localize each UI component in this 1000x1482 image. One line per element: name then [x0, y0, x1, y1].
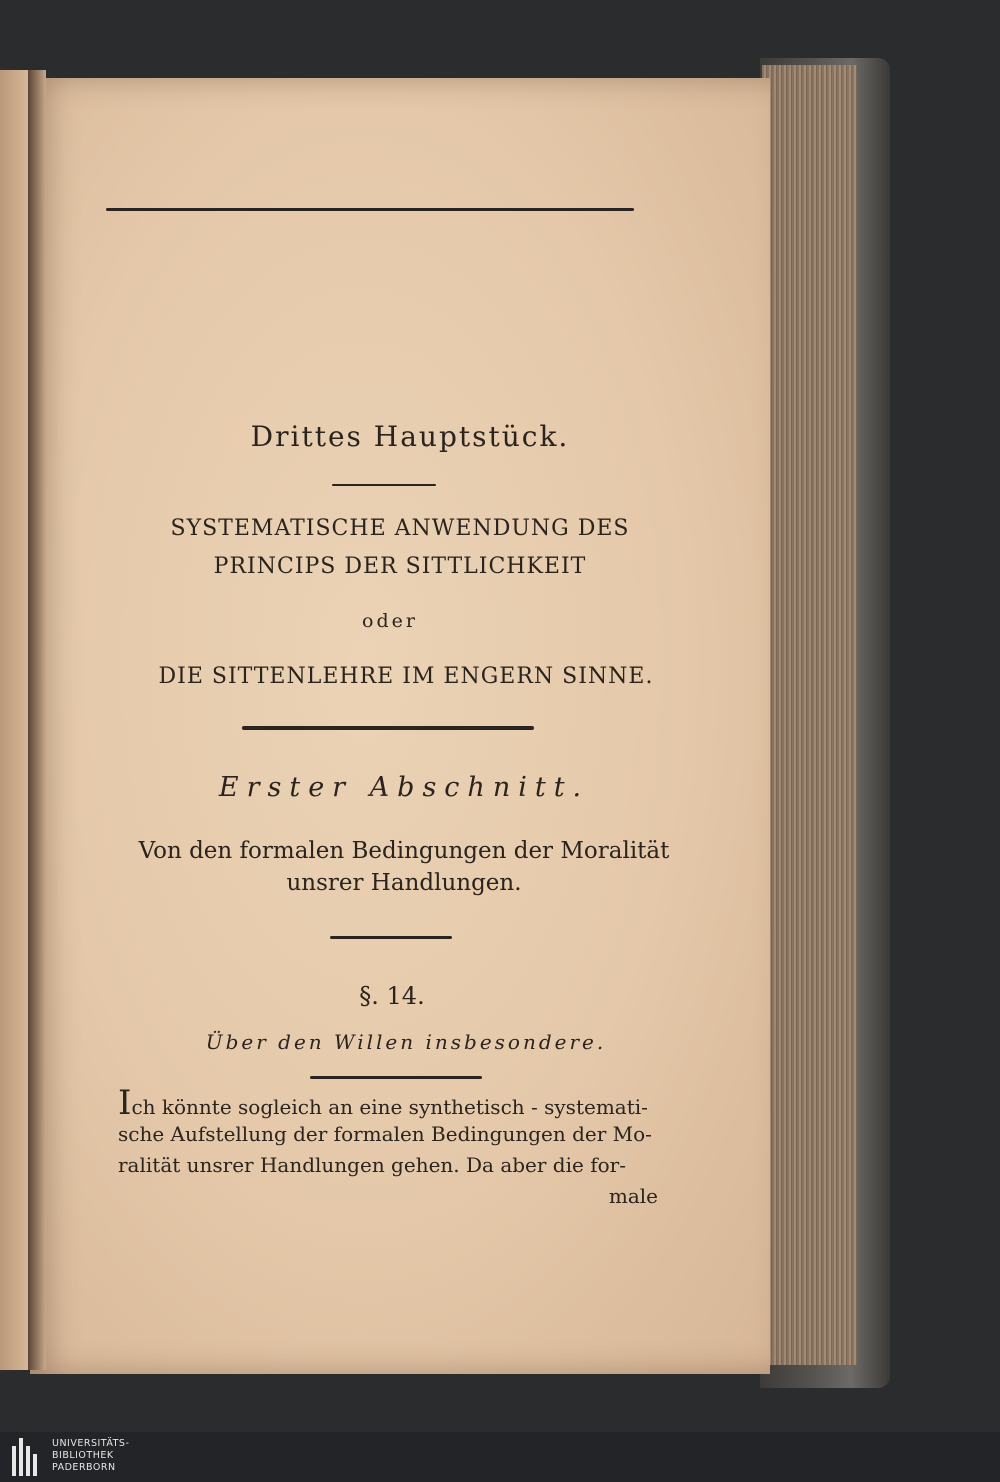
section-subtitle-line-1: Von den formalen Bedingungen der Moralität	[138, 838, 670, 864]
body-line-1-text: ch könnte sogleich an eine synthetisch - systemati-	[131, 1095, 648, 1119]
chapter-heading: Drittes Hauptstück.	[250, 420, 570, 453]
body-line-1	[118, 1083, 678, 1123]
body-line-2: sche Aufstellung der formalen Bedingungen der Mo-	[118, 1122, 652, 1146]
logo-line-3: PADERBORN	[52, 1462, 116, 1473]
book-page	[30, 78, 770, 1374]
body-line-3: ralität unsrer Handlungen gehen. Da aber die for-	[118, 1153, 626, 1177]
paragraph-divider	[310, 1076, 482, 1079]
section-subtitle-line-2: unsrer Handlungen.	[286, 870, 522, 896]
top-rule	[106, 208, 634, 211]
title-line-2: PRINCIPS DER SITTLICHKEIT	[213, 554, 587, 579]
logo-line-1: UNIVERSITÄTS-	[52, 1438, 130, 1449]
paragraph-title: Über den Willen insbesondere.	[205, 1030, 607, 1054]
footer-bar	[0, 1432, 1000, 1482]
logo-line-2: BIBLIOTHEK	[52, 1450, 114, 1461]
page-edges	[762, 65, 857, 1365]
book-gutter	[28, 70, 46, 1370]
title-line-1: SYSTEMATISCHE ANWENDUNG DES	[170, 516, 630, 541]
drop-cap: I	[118, 1083, 132, 1123]
section-divider-thick	[242, 726, 534, 730]
paragraph-number: §. 14.	[359, 982, 425, 1010]
title-line-3: DIE SITTENLEHRE IM ENGERN SINNE.	[158, 664, 654, 689]
chapter-divider	[332, 484, 436, 486]
library-logo-text	[52, 1438, 129, 1474]
body-line-4: male	[608, 1184, 658, 1208]
connector-text: oder	[362, 610, 418, 632]
ornament-divider	[330, 936, 452, 939]
section-heading: Erster Abschnitt.	[218, 772, 590, 803]
library-logo-icon	[12, 1438, 44, 1476]
